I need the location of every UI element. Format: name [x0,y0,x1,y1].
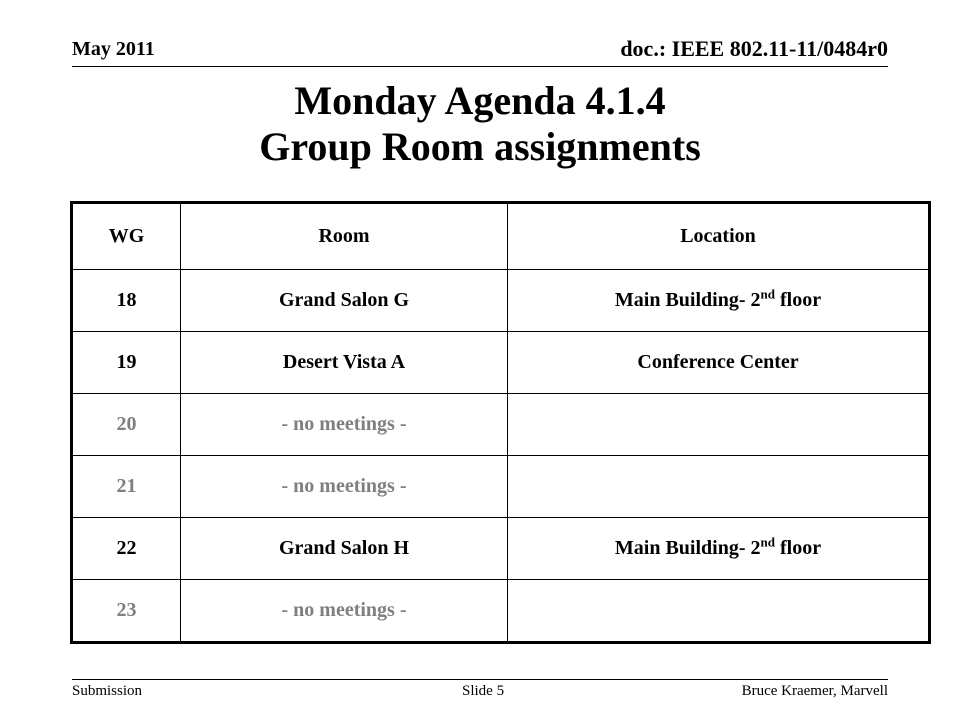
cell-room: Desert Vista A [181,332,508,394]
title-line-1: Monday Agenda 4.1.4 [294,78,666,123]
cell-room: - no meetings - [181,394,508,456]
cell-wg: 19 [72,332,181,394]
footer-rule [72,679,888,680]
cell-room: - no meetings - [181,580,508,643]
col-header-wg: WG [72,203,181,270]
cell-location [508,580,930,643]
table-row [72,332,930,394]
cell-wg: 20 [72,394,181,456]
title-line-2: Group Room assignments [259,124,701,169]
table-row [72,456,930,518]
cell-wg: 21 [72,456,181,518]
cell-location: Main Building- 2nd floor [508,518,930,580]
footer-submission: Submission [72,683,143,699]
table-row [72,580,930,643]
cell-wg: 22 [72,518,181,580]
slide-title [0,78,960,170]
cell-location: Conference Center [508,332,930,394]
cell-wg: 18 [72,270,181,332]
table-header-row [72,203,930,270]
table-row [72,518,930,580]
header-date: May 2011 [72,38,155,60]
room-assignment-table [70,201,931,644]
cell-location [508,456,930,518]
table-row [72,394,930,456]
cell-room: Grand Salon H [181,518,508,580]
cell-room: Grand Salon G [181,270,508,332]
cell-room: - no meetings - [181,456,508,518]
table-row [72,270,930,332]
cell-wg: 23 [72,580,181,643]
footer-slide-number: Slide 5 [462,683,505,699]
header-doc-id: doc.: IEEE 802.11-11/0484r0 [620,36,888,61]
cell-location: Main Building- 2nd floor [508,270,930,332]
footer-author: Bruce Kraemer, Marvell [741,683,888,699]
header-rule [72,66,888,67]
cell-location [508,394,930,456]
col-header-location: Location [508,203,930,270]
col-header-room: Room [181,203,508,270]
